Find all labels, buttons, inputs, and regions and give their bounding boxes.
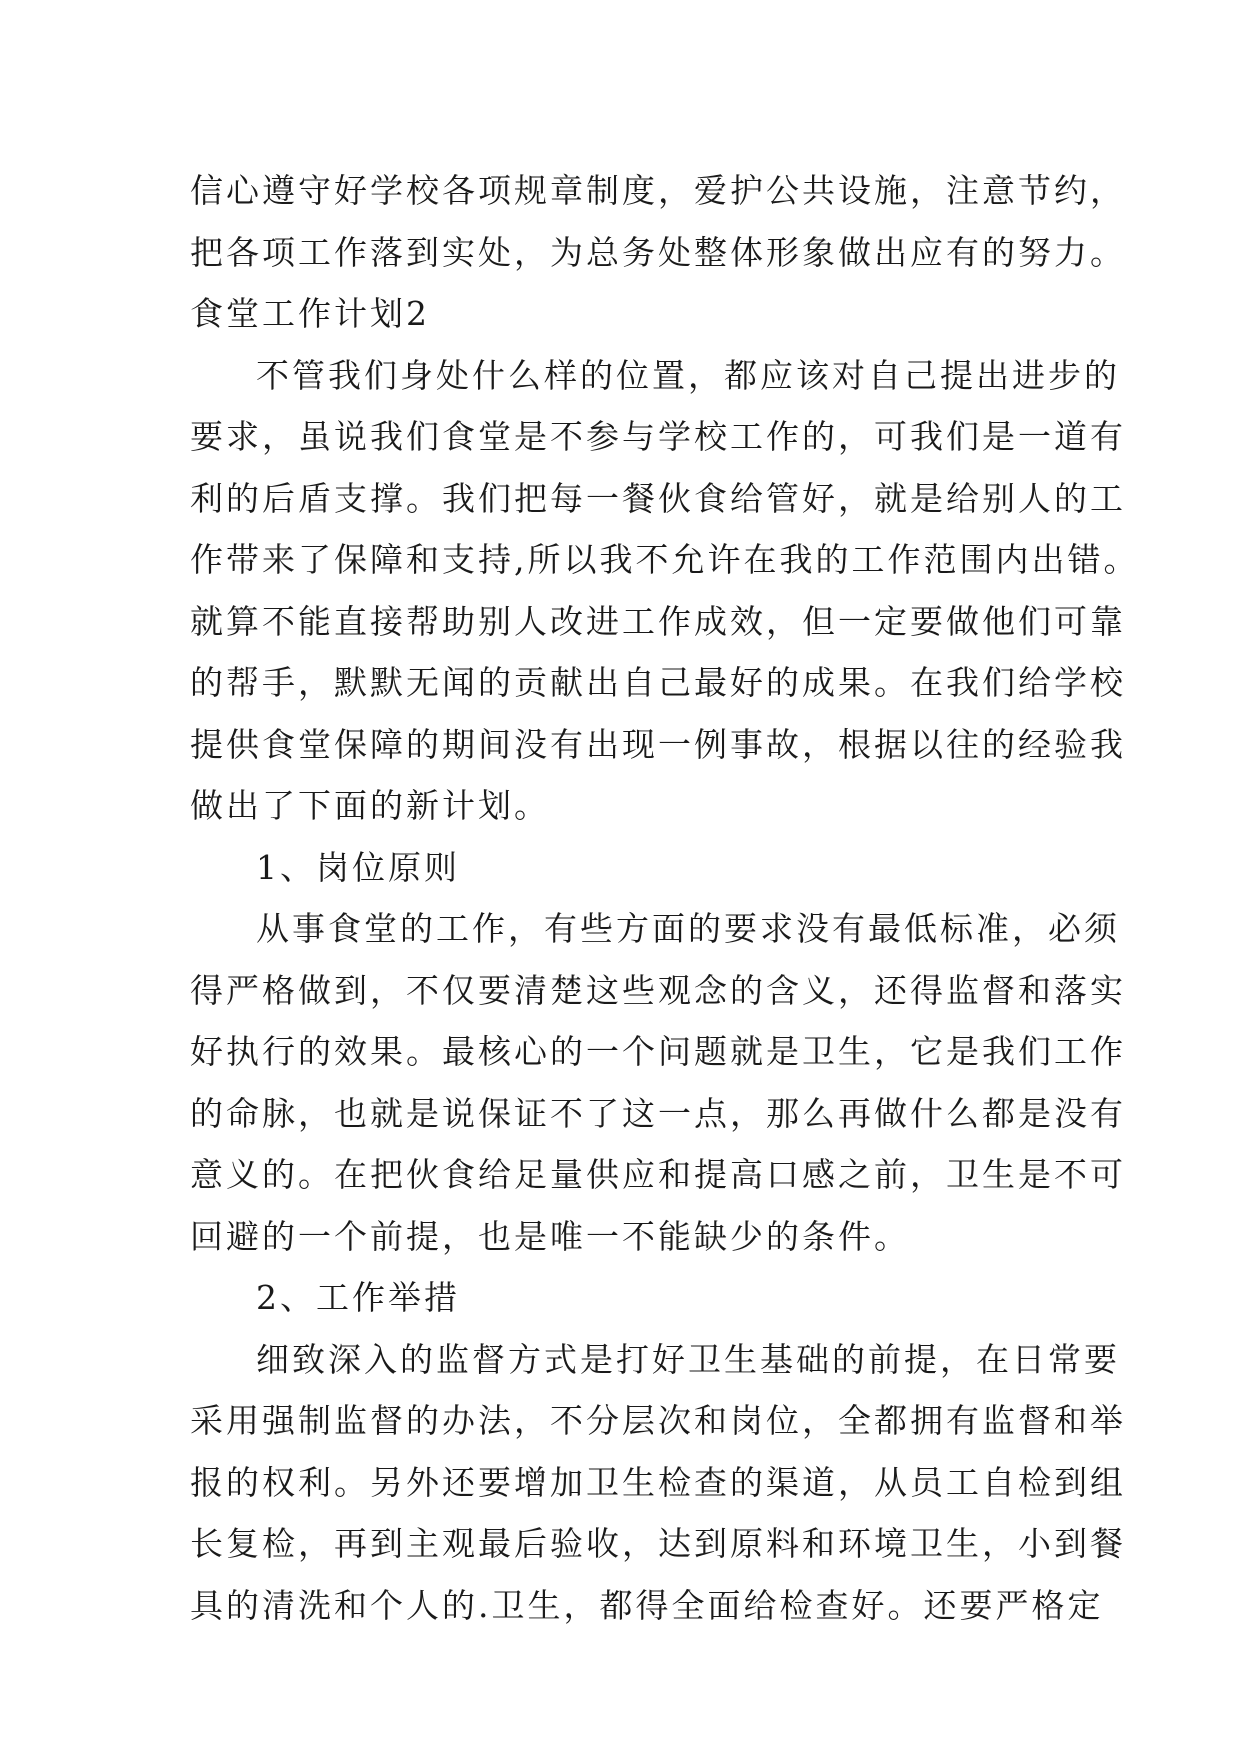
- text-line: 报的权利。另外还要增加卫生检查的渠道，从员工自检到组: [190, 1462, 1126, 1502]
- subheading: 1、岗位原则: [256, 847, 460, 887]
- text-line: 采用强制监督的办法，不分层次和岗位，全都拥有监督和举: [190, 1401, 1126, 1440]
- text-line: 作带来了保障和支持,所以我不允许在我的工作范围内出错。: [190, 540, 1140, 579]
- text-line: 做出了下面的新计划。: [190, 786, 550, 825]
- text-line: 就算不能直接帮助别人改进工作成效，但一定要做他们可靠: [190, 601, 1126, 641]
- paragraph-start: 细致深入的监督方式是打好卫生基础的前提，在日常要: [256, 1339, 1120, 1379]
- text-line: 把各项工作落到实处，为总务处整体形象做出应有的努力。: [190, 232, 1126, 272]
- text-line: 长复检，再到主观最后验收，达到原料和环境卫生，小到餐: [190, 1524, 1126, 1563]
- text-line: 的命脉，也就是说保证不了这一点，那么再做什么都是没有: [190, 1093, 1126, 1133]
- section-title: 食堂工作计划2: [190, 294, 430, 333]
- text-line: 的帮手，默默无闻的贡献出自己最好的成果。在我们给学校: [190, 663, 1126, 702]
- text-line: 要求，虽说我们食堂是不参与学校工作的，可我们是一道有: [190, 417, 1126, 456]
- text-line: 回避的一个前提，也是唯一不能缺少的条件。: [190, 1216, 910, 1256]
- text-line: 得严格做到，不仅要清楚这些观念的含义，还得监督和落实: [190, 970, 1126, 1010]
- subheading: 2、工作举措: [256, 1278, 460, 1317]
- text-line: 利的后盾支撑。我们把每一餐伙食给管好，就是给别人的工: [190, 478, 1126, 518]
- paragraph-start: 从事食堂的工作，有些方面的要求没有最低标准，必须: [256, 909, 1120, 948]
- text-line: 具的清洗和个人的.卫生，都得全面给检查好。还要严格定: [190, 1585, 1104, 1625]
- text-line: 好执行的效果。最核心的一个问题就是卫生，它是我们工作: [190, 1032, 1126, 1071]
- paragraph-start: 不管我们身处什么样的位置，都应该对自己提出进步的: [256, 355, 1120, 395]
- text-line: 提供食堂保障的期间没有出现一例事故，根据以往的经验我: [190, 724, 1126, 764]
- document-body: [190, 160, 1140, 1636]
- text-line: 意义的。在把伙食给足量供应和提高口感之前，卫生是不可: [190, 1155, 1126, 1194]
- text-line: 信心遵守好学校各项规章制度，爱护公共设施，注意节约，: [190, 171, 1126, 210]
